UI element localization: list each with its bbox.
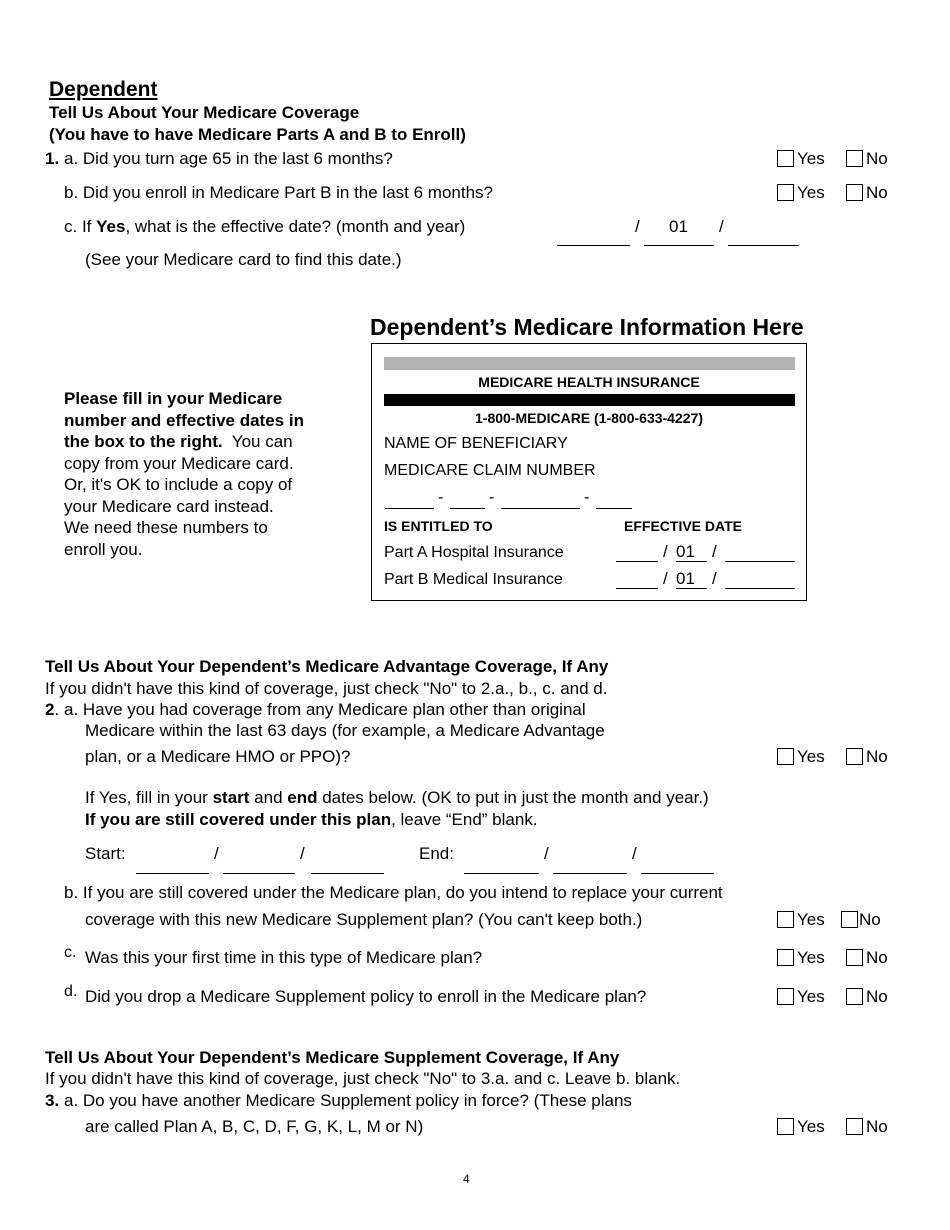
claim-number-part-3[interactable] xyxy=(501,508,580,509)
q1a-yes-label: Yes xyxy=(797,149,825,168)
card-name-label: NAME OF BENEFICIARY xyxy=(384,435,568,452)
part-b-slash-2: / xyxy=(712,569,717,588)
claim-number-part-2[interactable] xyxy=(450,508,485,509)
medicare-card xyxy=(371,343,807,601)
claim-dash-2: - xyxy=(489,489,495,506)
q2a-still-covered-note: If you are still covered under this plan, leave “End” blank. xyxy=(85,810,538,829)
q1c-year-field[interactable] xyxy=(728,245,799,246)
claim-dash-1: - xyxy=(438,489,444,506)
q2c-text: Was this your first time in this type of Medicare plan? xyxy=(85,948,483,967)
q2d-letter: d. xyxy=(64,983,78,1000)
card-gray-band xyxy=(384,357,795,370)
q1a-yes-checkbox[interactable] xyxy=(777,150,794,167)
claim-number-part-1[interactable] xyxy=(385,508,434,509)
q3-intro: If you didn't have this kind of coverage, just check "No" to 3.a. and c. Leave b. blank. xyxy=(45,1069,681,1088)
part-b-label: Part B Medical Insurance xyxy=(384,571,563,588)
page-number: 4 xyxy=(463,1172,470,1186)
q2a-no-label: No xyxy=(866,747,888,766)
part-a-slash-1: / xyxy=(663,542,668,561)
q1c-slash-2: / xyxy=(719,217,724,236)
start-month-field[interactable] xyxy=(136,873,209,874)
q2d-no-checkbox[interactable] xyxy=(846,988,863,1005)
q2a-yes-label: Yes xyxy=(797,747,825,766)
q2-heading: Tell Us About Your Dependent’s Medicare Advantage Coverage, If Any xyxy=(45,657,609,676)
end-label: End: xyxy=(419,844,454,863)
effective-date-label: EFFECTIVE DATE xyxy=(624,518,742,534)
part-a-day-value: 01 xyxy=(676,542,695,561)
medicare-instructions: Please fill in your Medicare number and effective dates in the box to the right. You can copy from your Medicare card. Or, it's OK to include a copy of your Medicare card instead. We need these numbers to enroll you. xyxy=(64,389,304,559)
part-b-slash-1: / xyxy=(663,569,668,588)
medicare-info-heading: Dependent’s Medicare Information Here xyxy=(370,314,804,340)
q2-intro: If you didn't have this kind of coverage, just check "No" to 2.a., b., c. and d. xyxy=(45,679,608,698)
start-slash-1: / xyxy=(214,844,219,863)
card-phone: 1-800-MEDICARE (1-800-633-4227) xyxy=(475,410,703,426)
q2b-no-checkbox[interactable] xyxy=(841,911,858,928)
part-a-month-field[interactable] xyxy=(616,561,658,562)
start-slash-2: / xyxy=(300,844,305,863)
end-slash-1: / xyxy=(544,844,549,863)
q1b-no-checkbox[interactable] xyxy=(846,184,863,201)
q1-number: 1. xyxy=(45,149,60,168)
q2c-no-checkbox[interactable] xyxy=(846,949,863,966)
q2b-no-label: No xyxy=(859,910,881,929)
q2b-text-line1: b. If you are still covered under the Medicare plan, do you intend to replace your current xyxy=(64,883,723,902)
part-a-label: Part A Hospital Insurance xyxy=(384,544,564,561)
q2b-text-line2: coverage with this new Medicare Supplement plan? (You can't keep both.) xyxy=(85,910,643,929)
q2d-no-label: No xyxy=(866,987,888,1006)
q1b-text: b. Did you enroll in Medicare Part B in the last 6 months? xyxy=(64,183,493,202)
q2d-yes-checkbox[interactable] xyxy=(777,988,794,1005)
q1c-slash-1: / xyxy=(635,217,640,236)
q1c-note: (See your Medicare card to find this date.) xyxy=(85,250,402,269)
q1a-text: a. Did you turn age 65 in the last 6 months? xyxy=(64,149,393,168)
q2a-no-checkbox[interactable] xyxy=(846,748,863,765)
part-a-slash-2: / xyxy=(712,542,717,561)
start-year-field[interactable] xyxy=(311,873,384,874)
q2c-yes-checkbox[interactable] xyxy=(777,949,794,966)
start-day-field[interactable] xyxy=(223,873,295,874)
card-black-band xyxy=(384,394,795,406)
part-b-year-field[interactable] xyxy=(725,588,795,589)
part-b-month-field[interactable] xyxy=(616,588,658,589)
q2d-yes-label: Yes xyxy=(797,987,825,1006)
q3a-yes-label: Yes xyxy=(797,1117,825,1136)
coverage-requirement: (You have to have Medicare Parts A and B to Enroll) xyxy=(49,125,466,144)
q2b-yes-checkbox[interactable] xyxy=(777,911,794,928)
q2c-yes-label: Yes xyxy=(797,948,825,967)
end-day-field[interactable] xyxy=(553,873,627,874)
q2c-no-label: No xyxy=(866,948,888,967)
q3a-no-label: No xyxy=(866,1117,888,1136)
q1b-yes-checkbox[interactable] xyxy=(777,184,794,201)
q3a-yes-checkbox[interactable] xyxy=(777,1118,794,1135)
q1b-no-label: No xyxy=(866,183,888,202)
section-title: Dependent xyxy=(49,78,158,101)
card-title: MEDICARE HEALTH INSURANCE xyxy=(478,374,700,390)
part-b-day-value: 01 xyxy=(676,569,695,588)
claim-dash-3: - xyxy=(584,489,590,506)
q2b-yes-label: Yes xyxy=(797,910,825,929)
q1a-no-checkbox[interactable] xyxy=(846,150,863,167)
q2c-letter: c. xyxy=(64,944,77,961)
q1c-month-field[interactable] xyxy=(557,245,630,246)
q2a-yes-checkbox[interactable] xyxy=(777,748,794,765)
q2a-text-line3: plan, or a Medicare HMO or PPO)? xyxy=(85,747,351,766)
q1c-text: c. If Yes, what is the effective date? (month and year) xyxy=(64,217,466,236)
q3a-text-line1: a. Do you have another Medicare Supplement policy in force? (These plans xyxy=(64,1091,632,1110)
q1c-day-field[interactable] xyxy=(644,245,714,246)
end-slash-2: / xyxy=(632,844,637,863)
card-claim-label: MEDICARE CLAIM NUMBER xyxy=(384,462,596,479)
q3-heading: Tell Us About Your Dependent’s Medicare Supplement Coverage, If Any xyxy=(45,1048,620,1067)
q1c-day-value: 01 xyxy=(669,217,688,236)
part-a-year-field[interactable] xyxy=(725,561,795,562)
claim-number-part-4[interactable] xyxy=(596,508,632,509)
q2a-text-line1: a. Have you had coverage from any Medicare plan other than original xyxy=(64,700,586,719)
q3a-text-line2: are called Plan A, B, C, D, F, G, K, L, M or N) xyxy=(85,1117,424,1136)
start-label: Start: xyxy=(85,844,126,863)
end-year-field[interactable] xyxy=(641,873,714,874)
q2-number: 2. xyxy=(45,700,60,719)
q3-number: 3. xyxy=(45,1091,60,1110)
end-month-field[interactable] xyxy=(464,873,539,874)
q1a-no-label: No xyxy=(866,149,888,168)
entitled-label: IS ENTITLED TO xyxy=(384,518,493,534)
q2d-text: Did you drop a Medicare Supplement policy to enroll in the Medicare plan? xyxy=(85,987,647,1006)
q1b-yes-label: Yes xyxy=(797,183,825,202)
q2a-fill-instructions: If Yes, fill in your start and end dates below. (OK to put in just the month and year.) xyxy=(85,788,709,807)
q2a-text-line2: Medicare within the last 63 days (for example, a Medicare Advantage xyxy=(85,721,605,740)
coverage-subtitle: Tell Us About Your Medicare Coverage xyxy=(49,103,360,122)
q3a-no-checkbox[interactable] xyxy=(846,1118,863,1135)
